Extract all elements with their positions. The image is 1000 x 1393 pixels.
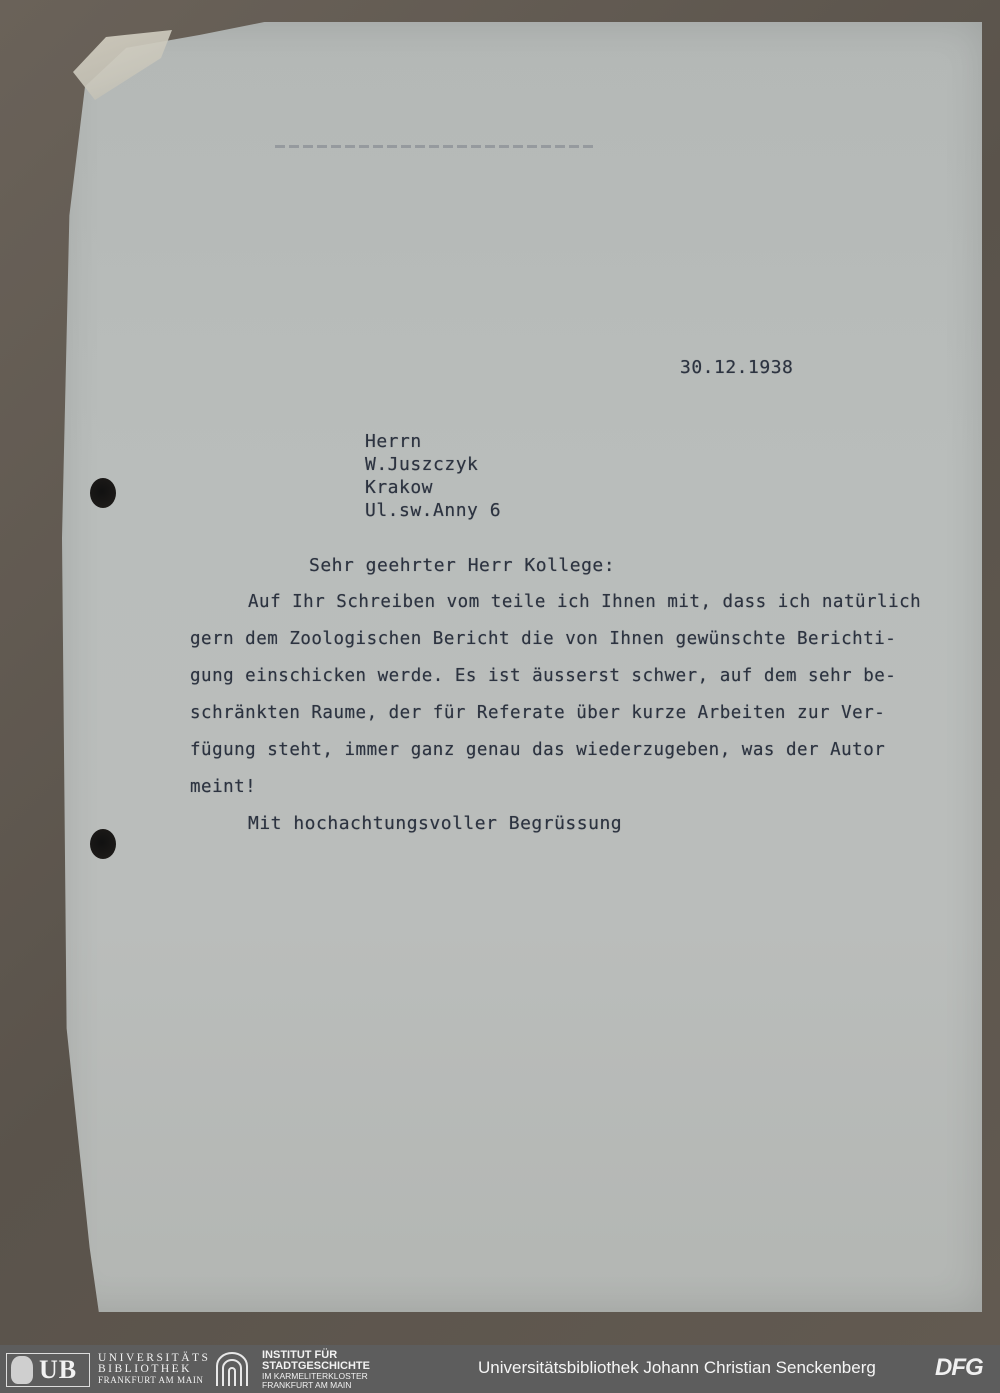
body-line: gern dem Zoologischen Bericht die von Ihnen gewünschte Berichti- [190, 629, 897, 649]
body-line: meint! [190, 777, 257, 797]
address-line: Krakow [365, 477, 434, 498]
body-line: fügung steht, immer ganz genau das wiederzugeben, was der Autor [190, 740, 886, 760]
portrait-icon [11, 1356, 33, 1384]
faint-letterhead-line [275, 145, 595, 148]
letter-date: 30.12.1938 [680, 357, 794, 378]
isg-logo-line: INSTITUT FÜR [262, 1349, 338, 1361]
ub-logo-line: FRANKFURT AM MAIN [98, 1375, 204, 1385]
ub-logo[interactable] [6, 1351, 211, 1387]
address-line: W.Juszczyk [365, 454, 479, 475]
salutation: Sehr geehrter Herr Kollege: [309, 555, 616, 576]
isg-logo[interactable] [214, 1350, 404, 1388]
address-line: Herrn [365, 431, 422, 452]
library-name: Universitätsbibliothek Johann Christian Senckenberg [478, 1358, 876, 1377]
ub-logo-line: BIBLIOTHEK [98, 1363, 192, 1375]
body-line: gung einschicken werde. Es ist äusserst schwer, auf dem sehr be- [190, 666, 897, 686]
closing: Mit hochachtungsvoller Begrüssung [248, 813, 623, 834]
isg-logo-line: FRANKFURT AM MAIN [262, 1380, 352, 1390]
body-line: schränkten Raume, der für Referate über kurze Arbeiten zur Ver- [190, 703, 886, 723]
punch-hole-top [90, 478, 116, 508]
punch-hole-bottom [90, 829, 116, 859]
address-line: Ul.sw.Anny 6 [365, 500, 502, 521]
ub-logo-line: UNIVERSITÄTS [98, 1352, 211, 1364]
ub-mark [6, 1353, 90, 1387]
isg-logo-line: STADTGESCHICHTE [262, 1360, 370, 1372]
footer-bar [0, 1345, 1000, 1393]
dfg-logo[interactable]: DFG [935, 1354, 983, 1381]
body-line: Auf Ihr Schreiben vom teile ich Ihnen mit, dass ich natürlich [248, 592, 922, 612]
isg-logo-text [262, 1350, 370, 1390]
ub-logo-text [98, 1353, 210, 1386]
arch-icon [214, 1352, 250, 1386]
ub-mark-text: UB [39, 1355, 78, 1384]
isg-logo-line: IM KARMELITERKLOSTER [262, 1371, 368, 1381]
